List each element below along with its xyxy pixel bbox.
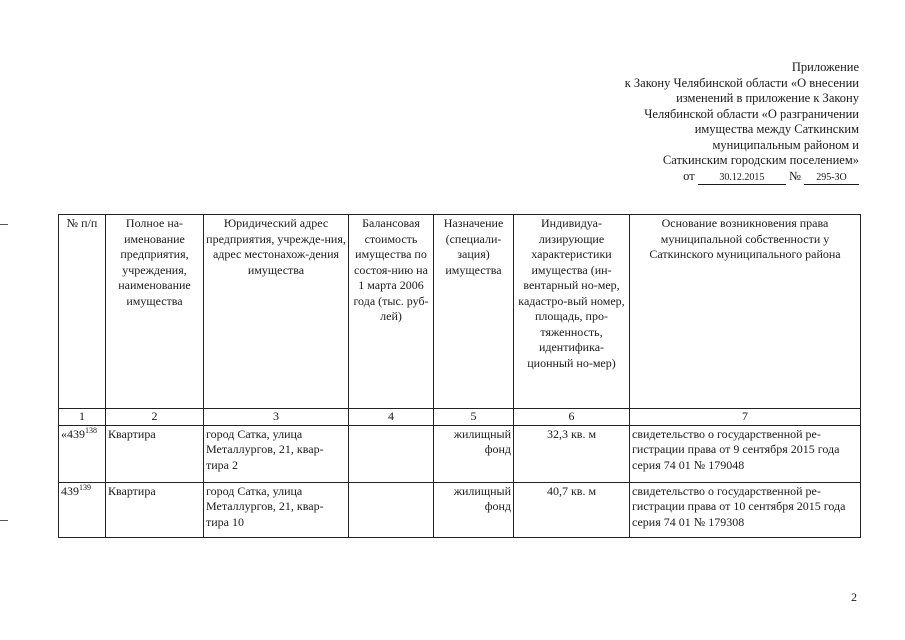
header-line: Приложение (791, 60, 859, 74)
appendix-header (559, 60, 859, 185)
number-label: № (788, 168, 801, 183)
row-number-main: 439 (61, 483, 79, 498)
item-address: город Сатка, улица Металлургов, 21, квар-тира 10 (204, 482, 349, 537)
property-table (58, 214, 861, 538)
item-name: Квартира (106, 425, 204, 482)
signature-line (559, 169, 859, 185)
item-address: город Сатка, улица Металлургов, 21, квар-тира 2 (204, 425, 349, 482)
item-characteristics: 32,3 кв. м (514, 425, 630, 482)
from-label: от (683, 168, 695, 183)
page-number: 2 (851, 590, 857, 604)
margin-mark (0, 520, 8, 521)
margin-mark (0, 224, 8, 225)
column-number: 5 (434, 409, 514, 426)
item-purpose: жилищный фонд (434, 425, 514, 482)
table-row (59, 425, 861, 482)
row-number-sup: 138 (85, 425, 97, 435)
table-header-row (59, 215, 861, 409)
column-header: Назначение (специали-зация) имущества (434, 215, 514, 409)
column-header: Основание возникновения права муниципальной собственности у Саткинского муниципального района (630, 215, 861, 409)
law-number: 295-ЗО (804, 172, 859, 185)
row-number-sup: 139 (79, 482, 91, 492)
law-date: 30.12.2015 (698, 172, 786, 185)
column-header: Полное на-именование предприятия, учреждения, наименование имущества (106, 215, 204, 409)
column-number: 3 (204, 409, 349, 426)
row-number-main: «439 (61, 426, 85, 441)
header-line: Челябинской области «О разграничении (644, 106, 859, 121)
item-balance (349, 425, 434, 482)
row-number (59, 482, 106, 537)
column-number: 7 (630, 409, 861, 426)
header-line: муниципальным районом и (712, 137, 859, 152)
item-balance (349, 482, 434, 537)
header-line: имущества между Саткинским (694, 122, 859, 136)
row-number (59, 425, 106, 482)
table-row (59, 482, 861, 537)
column-number: 6 (514, 409, 630, 426)
item-basis: свидетельство о государственной ре-гистрации права от 10 сентября 2015 года серия 74 01 № 179308 (630, 482, 861, 537)
column-number-row (59, 409, 861, 426)
column-header: Балансовая стоимость имущества по состоя-нию на 1 марта 2006 года (тыс. руб-лей) (349, 215, 434, 409)
item-name: Квартира (106, 482, 204, 537)
item-basis: свидетельство о государственной ре-гистрации права от 9 сентября 2015 года серия 74 01 № 179048 (630, 425, 861, 482)
column-number: 2 (106, 409, 204, 426)
item-purpose: жилищный фонд (434, 482, 514, 537)
column-number: 1 (59, 409, 106, 426)
column-header: Индивидуа-лизирующие характеристики имущества (ин-вентарный но-мер, кадастро-вый номер, площадь, про-тяженность, идентифика-ционный но-мер) (514, 215, 630, 409)
column-header: Юридический адрес предприятия, учрежде-ния, адрес местонахож-дения имущества (204, 215, 349, 409)
header-line: изменений в приложение к Закону (676, 91, 859, 105)
header-line: к Закону Челябинской области «О внесении (624, 75, 859, 90)
column-number: 4 (349, 409, 434, 426)
header-line: Саткинским городским поселением» (662, 153, 859, 167)
column-header: № п/п (59, 215, 106, 409)
item-characteristics: 40,7 кв. м (514, 482, 630, 537)
